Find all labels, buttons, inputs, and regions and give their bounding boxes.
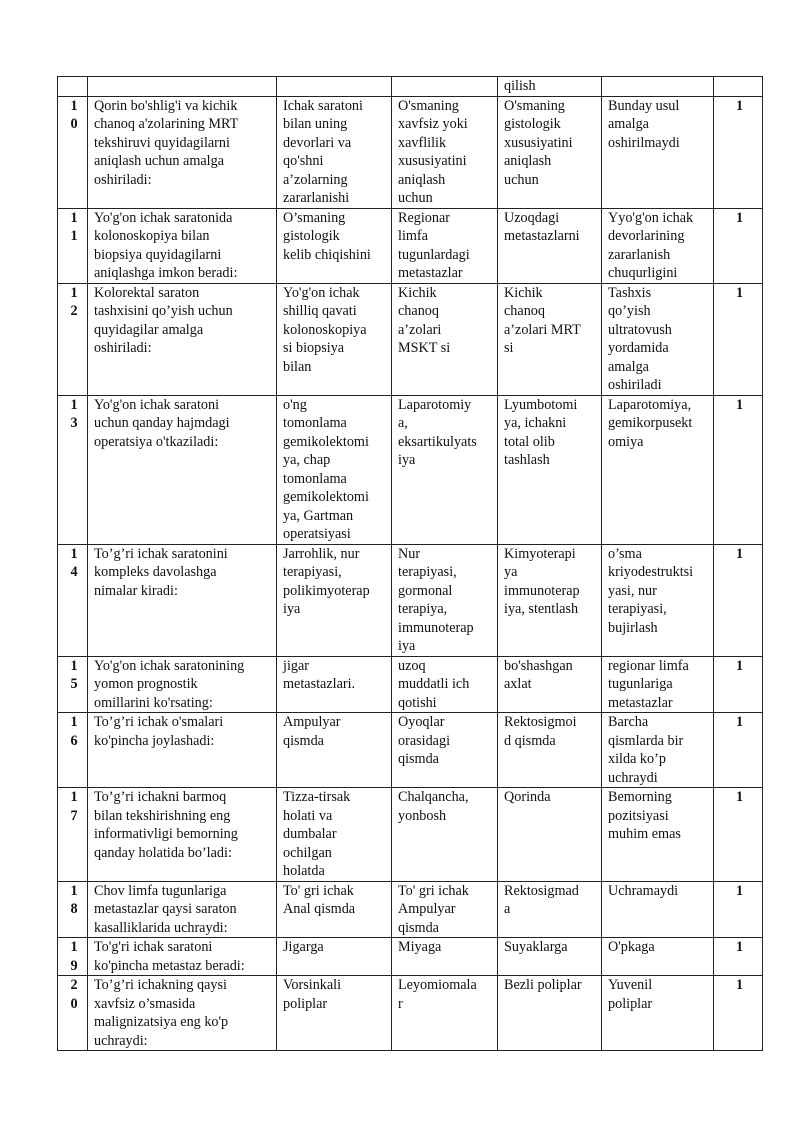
question-score-text: 1 [735, 657, 744, 674]
question-text-text: Qorin bo'shlig'i va kichik chanoq a'zolarining MRT tekshiruvi quyidagilarni aniqlash uchun amalga oshiriladi: [94, 97, 239, 188]
answer-option-c [498, 395, 602, 544]
answer-option-c [498, 656, 602, 713]
question-number [58, 976, 88, 1051]
question-text [88, 395, 277, 544]
answer-option-b-text: O'smaning xavfsiz yoki xavflilik xususiyatini aniqlash uchun [398, 97, 468, 206]
answer-option-b-text: Nur terapiyasi, gormonal terapiya, immunoterap iya [398, 545, 474, 654]
answer-option-c-text: Qorinda [504, 789, 551, 805]
question-score-text: 1 [735, 396, 744, 413]
question-score-text: 1 [735, 714, 744, 730]
question-score [714, 77, 763, 97]
answer-option-c [498, 96, 602, 208]
answer-option-d [602, 395, 714, 544]
answer-option-c-text: Lyumbotomi ya, ichakni total olib tashlash [504, 396, 578, 468]
question-score-text: 1 [735, 882, 744, 899]
answer-option-a [277, 544, 392, 656]
table-row [58, 208, 763, 283]
answer-option-c-text: O'smaning gistologik xususiyatini aniqlash uchun [504, 97, 573, 188]
answer-option-a [277, 96, 392, 208]
question-number [58, 788, 88, 882]
table-row [58, 96, 763, 208]
test-questions-table [57, 76, 763, 1051]
table-row [58, 544, 763, 656]
question-score [714, 788, 763, 882]
answer-option-d-text: Bunday usul amalga oshirilmaydi [608, 97, 680, 151]
question-score-text: 1 [735, 977, 744, 993]
answer-option-d-text: Bemorning pozitsiyasi muhim emas [608, 789, 681, 842]
answer-option-c-text: Suyaklarga [504, 939, 568, 955]
answer-option-b [392, 788, 498, 882]
question-number-text: 1 2 [70, 284, 78, 319]
question-text [88, 77, 277, 97]
answer-option-b-text: To' gri ichak Ampulyar qismda [398, 882, 469, 936]
question-score-text: 1 [735, 789, 744, 805]
answer-option-d-text: o’sma kriyodestruktsi yasi, nur terapiyasi, bujirlash [608, 545, 694, 636]
answer-option-b-text: Miyaga [398, 939, 442, 955]
question-score [714, 881, 763, 938]
answer-option-d [602, 544, 714, 656]
answer-option-c-text: bo'shashgan axlat [504, 657, 573, 692]
answer-option-d [602, 788, 714, 882]
question-text-text: Kolorektal saraton tashxisini qo’yish uchun quyidagilar amalga oshiriladi: [94, 284, 233, 356]
answer-option-d [602, 938, 714, 976]
question-score [714, 283, 763, 395]
answer-option-b [392, 713, 498, 788]
answer-option-d-text: Yyo'g'on ichak devorlarining zararlanish chuqurligini [608, 209, 694, 281]
answer-option-b-text: Kichik chanoq a’zolari MSKT si [398, 284, 451, 356]
question-text [88, 713, 277, 788]
answer-option-d-text: Tashxis qo’yish ultratovush yordamida amalga oshiriladi [608, 284, 672, 393]
answer-option-d [602, 976, 714, 1051]
answer-option-d [602, 96, 714, 208]
answer-option-a [277, 881, 392, 938]
answer-option-c-text: Rektosigmad a [504, 882, 579, 917]
question-text-text: To'g'ri ichak saratoni ko'pincha metastaz beradi: [94, 939, 245, 974]
answer-option-b-text: Chalqancha, yonbosh [398, 789, 469, 824]
table-row [58, 395, 763, 544]
question-number [58, 283, 88, 395]
answer-option-d [602, 713, 714, 788]
question-text [88, 208, 277, 283]
question-number [58, 77, 88, 97]
answer-option-b-text: Regionar limfa tugunlardagi metastazlar [398, 209, 470, 281]
table-body [58, 77, 763, 1051]
question-text-text: To’g’ri ichakning qaysi xavfsiz o’smasida malignizatsiya eng ko'p uchraydi: [94, 977, 229, 1049]
question-text [88, 976, 277, 1051]
answer-option-a-text: Jarrohlik, nur terapiyasi, polikimyoterap iya [283, 545, 370, 617]
table-row [58, 976, 763, 1051]
question-text-text: Yo'g'on ichak saratonida kolonoskopiya bilan biopsiya quyidagilarni aniqlashga imkon beradi: [94, 209, 238, 281]
question-number-text: 1 0 [70, 97, 78, 132]
question-number-text: 1 7 [70, 789, 78, 824]
answer-option-c [498, 77, 602, 97]
question-score [714, 395, 763, 544]
answer-option-c [498, 208, 602, 283]
question-score [714, 656, 763, 713]
question-number [58, 881, 88, 938]
question-score-text: 1 [735, 97, 744, 114]
answer-option-a-text: o'ng tomonlama gemikolektomi ya, chap tomonlama gemikolektomi ya, Gartman operatsiyasi [283, 396, 369, 542]
table-row [58, 77, 763, 97]
answer-option-b [392, 544, 498, 656]
answer-option-b [392, 395, 498, 544]
question-text-text: To’g’ri ichak saratonini kompleks davolashga nimalar kiradi: [94, 545, 228, 599]
answer-option-d [602, 656, 714, 713]
question-text-text: To’g’ri ichakni barmoq bilan tekshirishning eng informativligi bemorning qanday holatida bo’ladi: [94, 789, 238, 861]
answer-option-d-text: Yuvenil poliplar [608, 977, 653, 1012]
answer-option-a-text: To' gri ichak Anal qismda [283, 882, 356, 917]
question-number-text: 2 0 [70, 977, 78, 1012]
answer-option-c-text: Bezli poliplar [504, 977, 582, 993]
answer-option-c-text: Kichik chanoq a’zolari MRT si [504, 284, 581, 356]
answer-option-a [277, 395, 392, 544]
answer-option-b [392, 656, 498, 713]
question-number [58, 395, 88, 544]
answer-option-a-text: O’smaning gistologik kelib chiqishini [283, 209, 371, 263]
answer-option-c-text: Rektosigmoi d qismda [504, 714, 577, 749]
answer-option-c [498, 544, 602, 656]
question-score [714, 713, 763, 788]
question-number [58, 208, 88, 283]
question-number-text: 1 4 [70, 545, 78, 580]
question-text [88, 881, 277, 938]
answer-option-d [602, 881, 714, 938]
answer-option-d [602, 77, 714, 97]
question-number-text: 1 8 [70, 882, 78, 917]
answer-option-a-text: Tizza-tirsak holati va dumbalar ochilgan holatda [283, 789, 351, 879]
question-score-text: 1 [735, 209, 744, 226]
answer-option-b-text: Laparotomiy a, eksartikulyats iya [398, 396, 477, 468]
answer-option-a-text: Yo'g'on ichak shilliq qavati kolonoskopiya si biopsiya bilan [283, 284, 367, 375]
answer-option-a [277, 77, 392, 97]
question-number [58, 656, 88, 713]
answer-option-b [392, 881, 498, 938]
answer-option-c [498, 713, 602, 788]
question-number [58, 96, 88, 208]
answer-option-c-text: Uzoqdagi metastazlarni [504, 209, 580, 244]
table-row [58, 283, 763, 395]
question-number-text: 1 6 [70, 714, 78, 749]
question-number-text: 1 3 [70, 396, 78, 431]
answer-option-b-text: uzoq muddatli ich qotishi [398, 657, 470, 711]
answer-option-a-text: Vorsinkali poliplar [283, 977, 342, 1012]
answer-option-c-text: qilish [504, 78, 536, 94]
answer-option-c [498, 938, 602, 976]
answer-option-a-text: jigar metastazlari. [283, 657, 356, 692]
answer-option-b [392, 208, 498, 283]
answer-option-d-text: O'pkaga [608, 939, 655, 955]
table-row [58, 713, 763, 788]
answer-option-b [392, 283, 498, 395]
question-score [714, 976, 763, 1051]
answer-option-a [277, 656, 392, 713]
answer-option-d [602, 283, 714, 395]
answer-option-a-text: Ichak saratoni bilan uning devorlari va qo'shni a’zolarning zararlanishi [283, 97, 363, 206]
question-text-text: Yo'g'on ichak saratonining yomon prognostik omillarini ko'rsating: [94, 657, 245, 711]
table-row [58, 881, 763, 938]
question-score [714, 96, 763, 208]
question-number-text: 1 9 [70, 939, 78, 974]
answer-option-d [602, 208, 714, 283]
answer-option-a-text: Ampulyar qismda [283, 714, 341, 749]
question-text-text: Chov limfa tugunlariga metastazlar qaysi saraton kasalliklarida uchraydi: [94, 882, 237, 936]
question-text [88, 788, 277, 882]
question-score [714, 208, 763, 283]
answer-option-c [498, 283, 602, 395]
answer-option-a-text: Jigarga [283, 939, 324, 955]
question-score [714, 938, 763, 976]
answer-option-b [392, 77, 498, 97]
answer-option-b [392, 96, 498, 208]
answer-option-b [392, 976, 498, 1051]
answer-option-a [277, 713, 392, 788]
answer-option-b [392, 938, 498, 976]
question-text-text: Yo'g'on ichak saratoni uchun qanday hajmdagi operatsiya o'tkaziladi: [94, 396, 230, 450]
answer-option-b-text: Oyoqlar orasidagi qismda [398, 714, 451, 767]
table-row [58, 656, 763, 713]
table-row [58, 938, 763, 976]
question-number [58, 544, 88, 656]
answer-option-d-text: Laparotomiya, gemikorpusekt omiya [608, 396, 693, 450]
answer-option-d-text: Uchramaydi [608, 882, 679, 899]
answer-option-a [277, 976, 392, 1051]
question-number-text: 1 5 [70, 657, 78, 692]
answer-option-c-text: Kimyoterapi ya immunoterap iya, stentlash [504, 545, 580, 617]
answer-option-a [277, 283, 392, 395]
answer-option-d-text: regionar limfa tugunlariga metastazlar [608, 657, 689, 711]
answer-option-b-text: Leyomiomala r [398, 977, 477, 1012]
question-score [714, 544, 763, 656]
question-number [58, 713, 88, 788]
question-score-text: 1 [735, 545, 744, 562]
question-number-text: 1 1 [70, 209, 78, 244]
question-score-text: 1 [735, 284, 744, 301]
question-number [58, 938, 88, 976]
question-text-text: To’g’ri ichak o'smalari ko'pincha joylashadi: [94, 714, 224, 749]
answer-option-a [277, 208, 392, 283]
question-text [88, 283, 277, 395]
answer-option-c [498, 881, 602, 938]
question-text [88, 938, 277, 976]
answer-option-a [277, 938, 392, 976]
question-text [88, 656, 277, 713]
answer-option-c [498, 788, 602, 882]
table-row [58, 788, 763, 882]
question-score-text: 1 [735, 939, 744, 955]
answer-option-d-text: Barcha qismlarda bir xilda ko’p uchraydi [608, 714, 684, 786]
question-text [88, 544, 277, 656]
answer-option-a [277, 788, 392, 882]
answer-option-c [498, 976, 602, 1051]
question-text [88, 96, 277, 208]
